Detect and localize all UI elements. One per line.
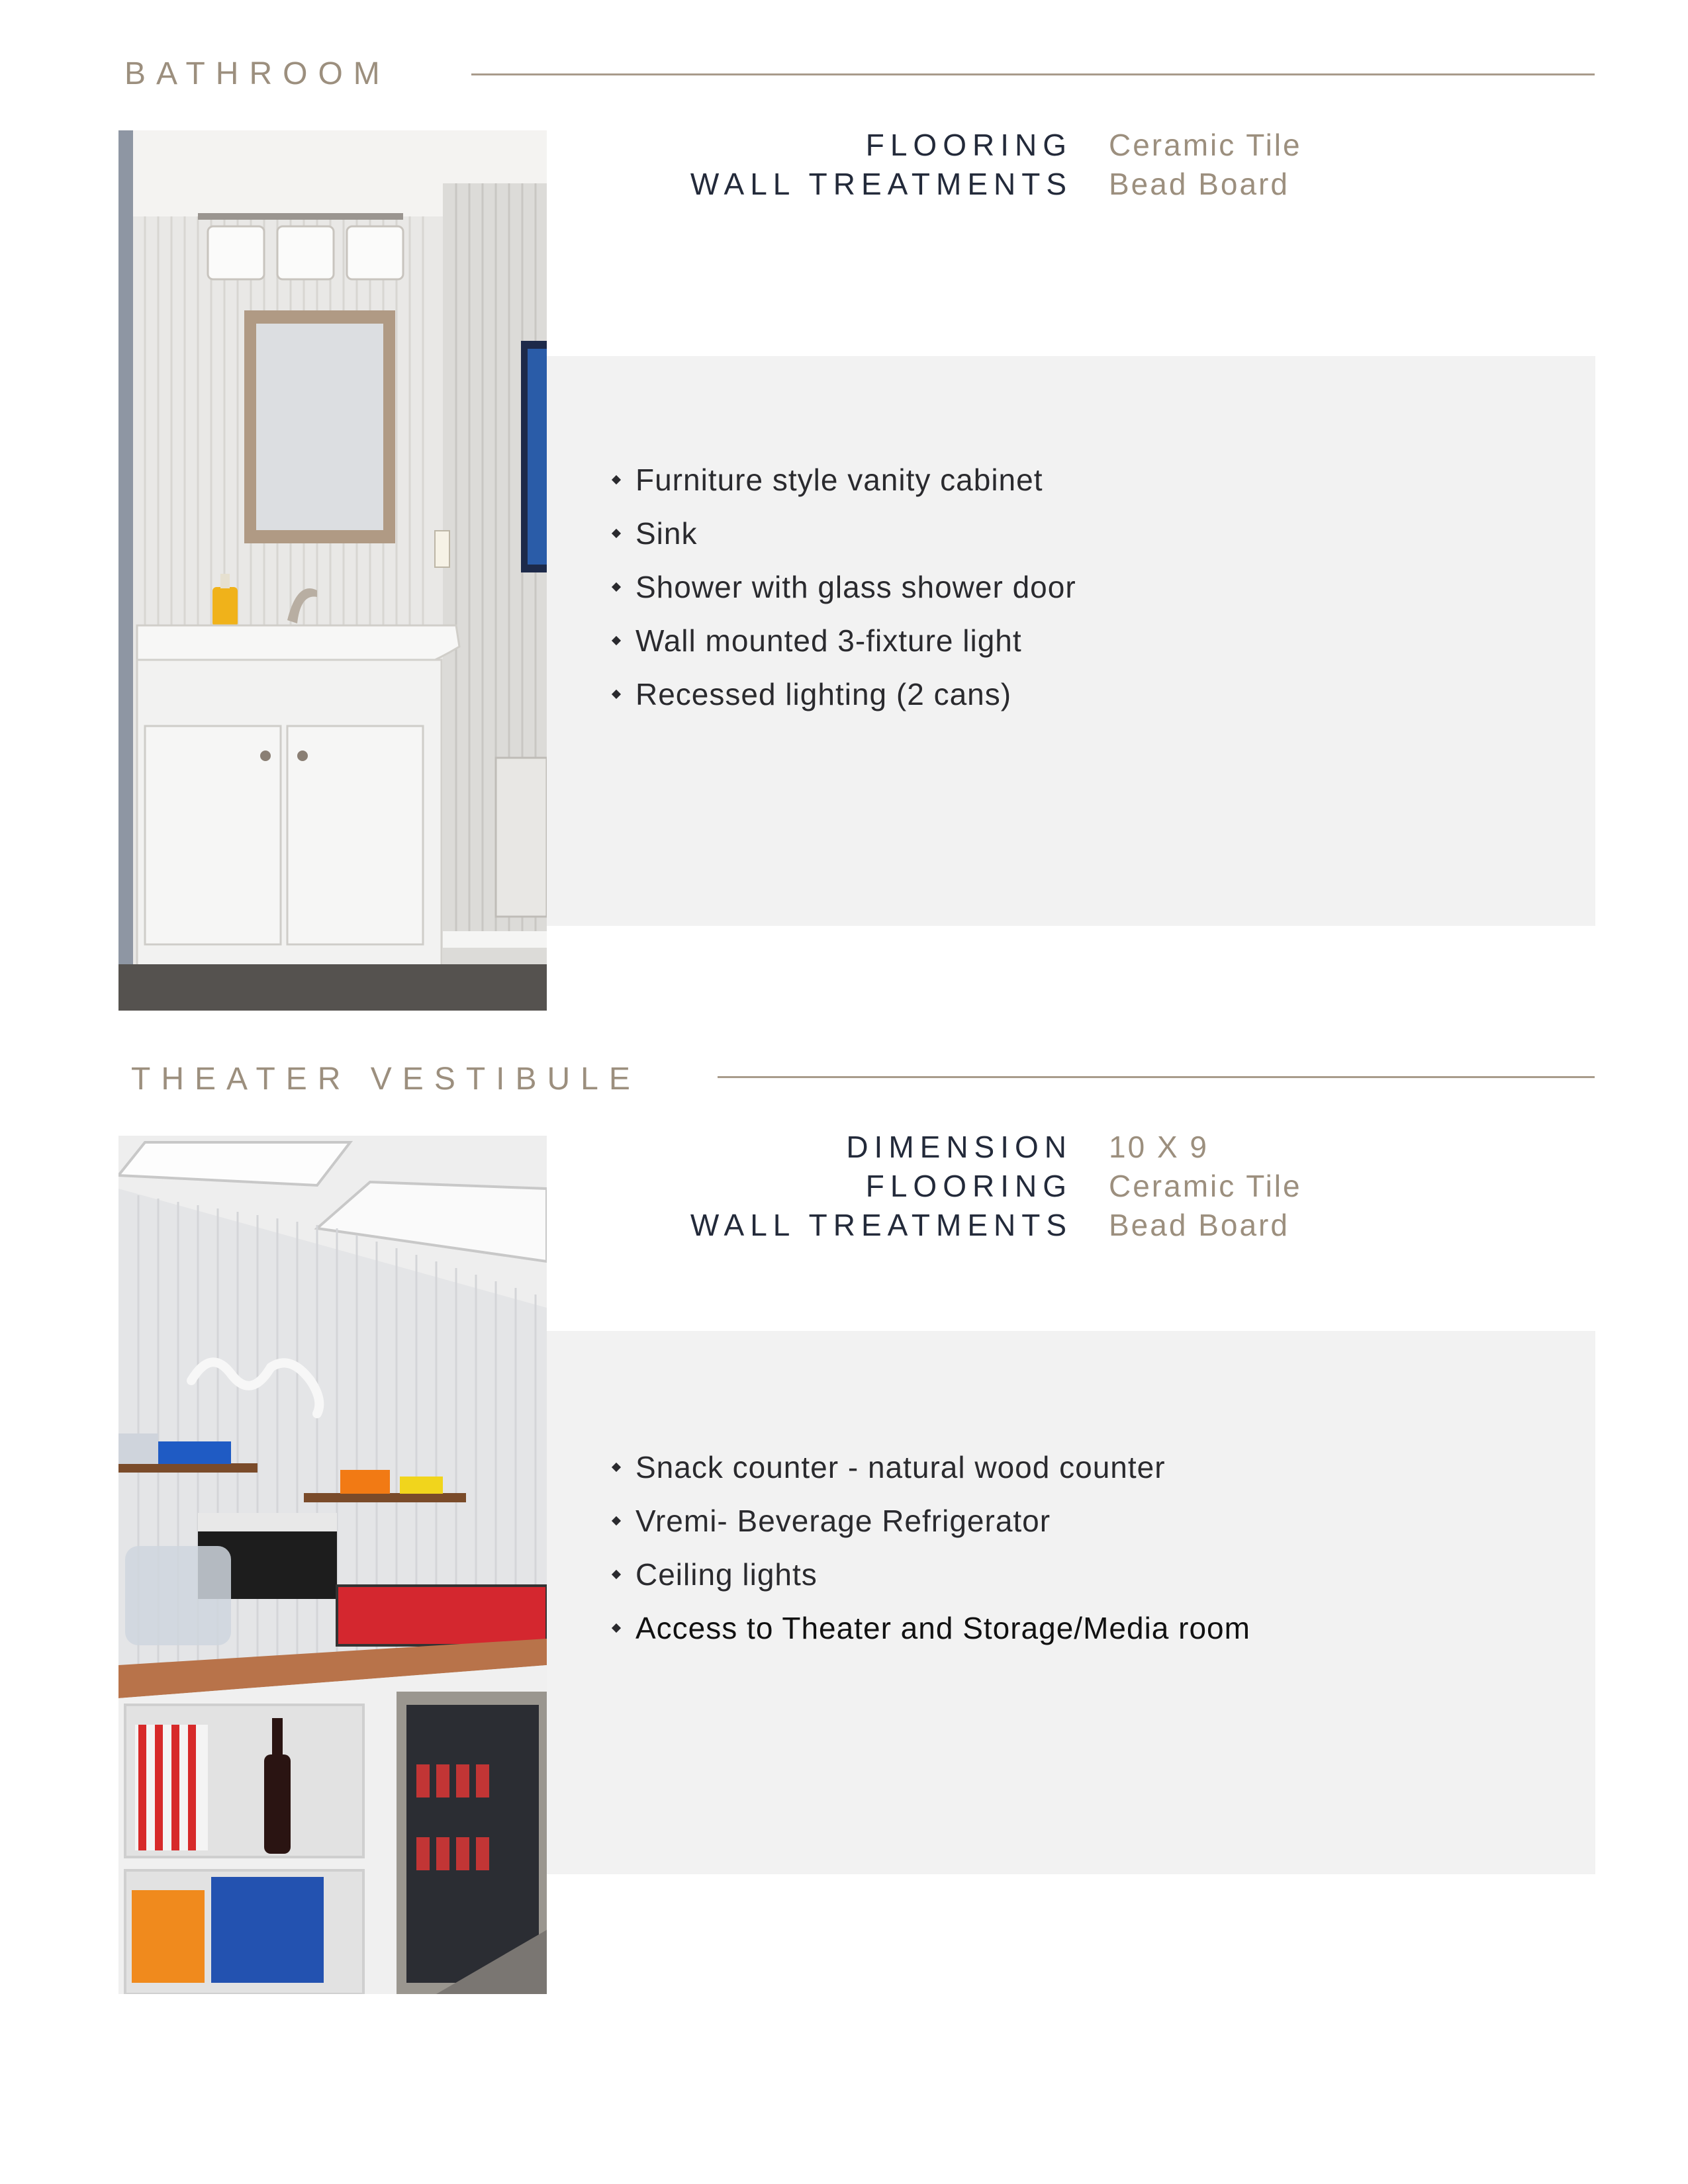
bullet-icon xyxy=(612,475,621,484)
spec-row-flooring xyxy=(622,1168,1417,1208)
vestibule-specs xyxy=(622,1129,1417,1255)
vestibule-photo xyxy=(118,1136,547,1994)
feature-text: Ceiling lights xyxy=(635,1557,818,1592)
feature-text: Sink xyxy=(635,516,698,551)
bathroom-photo xyxy=(118,130,547,1011)
spec-value: Ceramic Tile xyxy=(1109,1169,1302,1203)
spec-label: DIMENSION xyxy=(846,1130,1072,1164)
bullet-icon xyxy=(612,1570,621,1579)
bullet-icon xyxy=(612,1623,621,1633)
feature-text: Access to Theater and Storage/Media room xyxy=(635,1611,1250,1645)
spec-value: Ceramic Tile xyxy=(1109,128,1302,162)
spec-label: WALL TREATMENTS xyxy=(690,167,1072,201)
bullet-icon xyxy=(612,636,621,645)
spec-label: WALL TREATMENTS xyxy=(690,1208,1072,1242)
section-title-bathroom: BATHROOM xyxy=(124,56,391,91)
bullet-icon xyxy=(612,1516,621,1525)
section-title-theater-vestibule: THEATER VESTIBULE xyxy=(131,1062,641,1097)
bullet-icon xyxy=(612,582,621,592)
spec-value: Bead Board xyxy=(1109,167,1289,201)
spec-value: Bead Board xyxy=(1109,1208,1289,1242)
spec-row-wall-treatments xyxy=(622,1207,1417,1247)
spec-value: 10 X 9 xyxy=(1109,1130,1209,1164)
list-item xyxy=(613,621,1076,674)
list-item xyxy=(613,1501,1250,1555)
spec-row-dimension xyxy=(622,1129,1417,1169)
feature-text: Shower with glass shower door xyxy=(635,570,1076,604)
feature-text: Vremi- Beverage Refrigerator xyxy=(635,1504,1051,1538)
list-item xyxy=(613,1447,1250,1501)
bullet-icon xyxy=(612,690,621,699)
vestibule-features-list xyxy=(613,1447,1250,1662)
feature-text: Snack counter - natural wood counter xyxy=(635,1450,1166,1484)
section-divider xyxy=(718,1076,1595,1078)
list-item xyxy=(613,1555,1250,1608)
spec-row-flooring xyxy=(622,127,1417,167)
feature-text: Recessed lighting (2 cans) xyxy=(635,677,1012,711)
list-item xyxy=(613,1608,1250,1662)
list-item xyxy=(613,674,1076,728)
feature-text: Furniture style vanity cabinet xyxy=(635,463,1043,497)
bullet-icon xyxy=(612,529,621,538)
list-item xyxy=(613,460,1076,514)
feature-text: Wall mounted 3-fixture light xyxy=(635,623,1022,658)
list-item xyxy=(613,567,1076,621)
bullet-icon xyxy=(612,1463,621,1472)
bathroom-specs xyxy=(622,127,1417,213)
spec-label: FLOORING xyxy=(865,1169,1072,1203)
spec-row-wall-treatments xyxy=(622,166,1417,206)
spec-label: FLOORING xyxy=(865,128,1072,162)
section-divider xyxy=(471,73,1595,75)
bathroom-features-list xyxy=(613,460,1076,728)
list-item xyxy=(613,514,1076,567)
